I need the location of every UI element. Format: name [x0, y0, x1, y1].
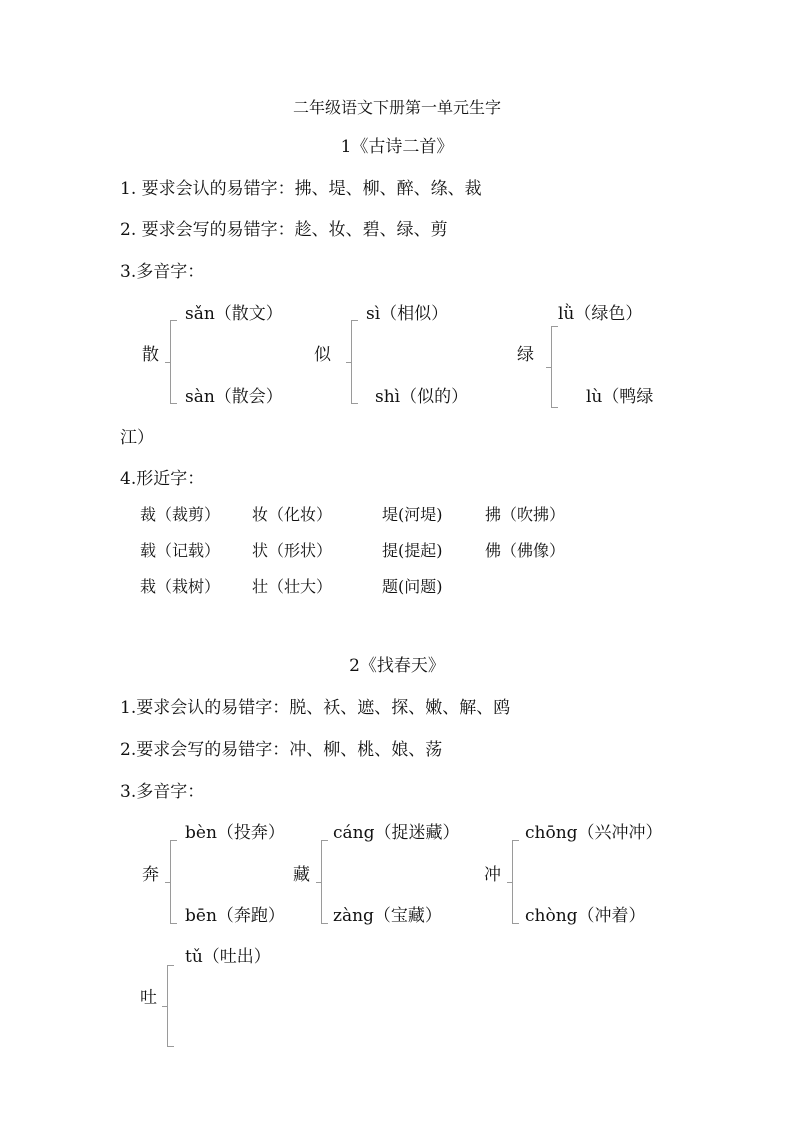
similar-word: 堤(河堤) [382, 505, 443, 524]
poly-reading-bottom: shì（似的） [375, 387, 469, 407]
lesson1-similar-label: 4.形近字： [120, 469, 205, 489]
poly-char-san: 散 [142, 345, 159, 365]
poly-char-chong: 冲 [484, 865, 501, 885]
lesson1-recognize-line: 1. 要求会认的易错字：拂、堤、柳、醉、绦、裁 [120, 179, 482, 199]
poly-tick [316, 882, 321, 883]
poly-tick [162, 1006, 167, 1007]
poly-brace [551, 326, 552, 408]
poly-reading-bottom: lù（鸭绿 [586, 387, 654, 407]
similar-word: 栽（栽树） [140, 577, 221, 596]
poly-reading-top: sì（相似） [366, 304, 449, 324]
poly-reading-top: cáng（捉迷藏） [333, 823, 460, 843]
poly-brace [170, 840, 171, 924]
similar-word: 拂（吹拂） [485, 505, 566, 524]
lesson1-heading: 1《古诗二首》 [340, 137, 454, 157]
similar-word: 提(提起) [382, 541, 443, 560]
poly-reading-top: chōng（兴冲冲） [525, 823, 663, 843]
similar-word: 壮（壮大） [252, 577, 333, 596]
poly-char-ben: 奔 [142, 865, 159, 885]
poly-reading-bottom: chòng（冲着） [525, 906, 646, 926]
poly-tick [507, 882, 512, 883]
similar-word: 状（形状） [252, 541, 333, 560]
similar-word: 裁（裁剪） [140, 505, 221, 524]
poly-brace [167, 965, 168, 1047]
poly-tick [165, 882, 170, 883]
poly-reading-top: sǎn（散文） [185, 304, 283, 324]
poly-tick [346, 362, 351, 363]
similar-word: 题(问题) [382, 577, 443, 596]
poly-reading-bottom: sàn（散会） [185, 387, 283, 407]
lesson2-heading: 2《找春天》 [349, 656, 445, 676]
lesson2-recognize-line: 1.要求会认的易错字：脱、袄、遮、探、嫩、解、鸥 [120, 698, 511, 718]
poly-reading-top: bèn（投奔） [185, 823, 285, 843]
poly-char-cang: 藏 [293, 865, 310, 885]
poly-reading-wrap: 江） [120, 428, 154, 448]
poly-brace [321, 840, 322, 924]
document-title: 二年级语文下册第一单元生字 [292, 98, 501, 117]
poly-reading-bottom: bēn（奔跑） [185, 906, 285, 926]
poly-tick [165, 362, 170, 363]
poly-char-lv: 绿 [517, 345, 534, 365]
poly-reading-bottom: zàng（宝藏） [333, 906, 442, 926]
lesson2-polyphonic-label: 3.多音字： [120, 782, 205, 802]
similar-word: 载（记载） [140, 541, 221, 560]
similar-word: 妆（化妆） [252, 505, 333, 524]
poly-char-tu: 吐 [140, 988, 157, 1008]
poly-brace [170, 320, 171, 404]
poly-brace [351, 320, 352, 404]
poly-brace [512, 840, 513, 924]
lesson2-write-line: 2.要求会写的易错字：冲、柳、桃、娘、荡 [120, 740, 443, 760]
lesson1-polyphonic-label: 3.多音字： [120, 262, 205, 282]
similar-word: 佛（佛像） [485, 541, 566, 560]
poly-tick [546, 367, 551, 368]
poly-reading-top: tǔ（吐出） [185, 947, 271, 967]
poly-reading-top: lǜ（绿色） [558, 304, 643, 324]
lesson1-write-line: 2. 要求会写的易错字：趁、妆、碧、绿、剪 [120, 220, 448, 240]
poly-char-si: 似 [314, 345, 331, 365]
